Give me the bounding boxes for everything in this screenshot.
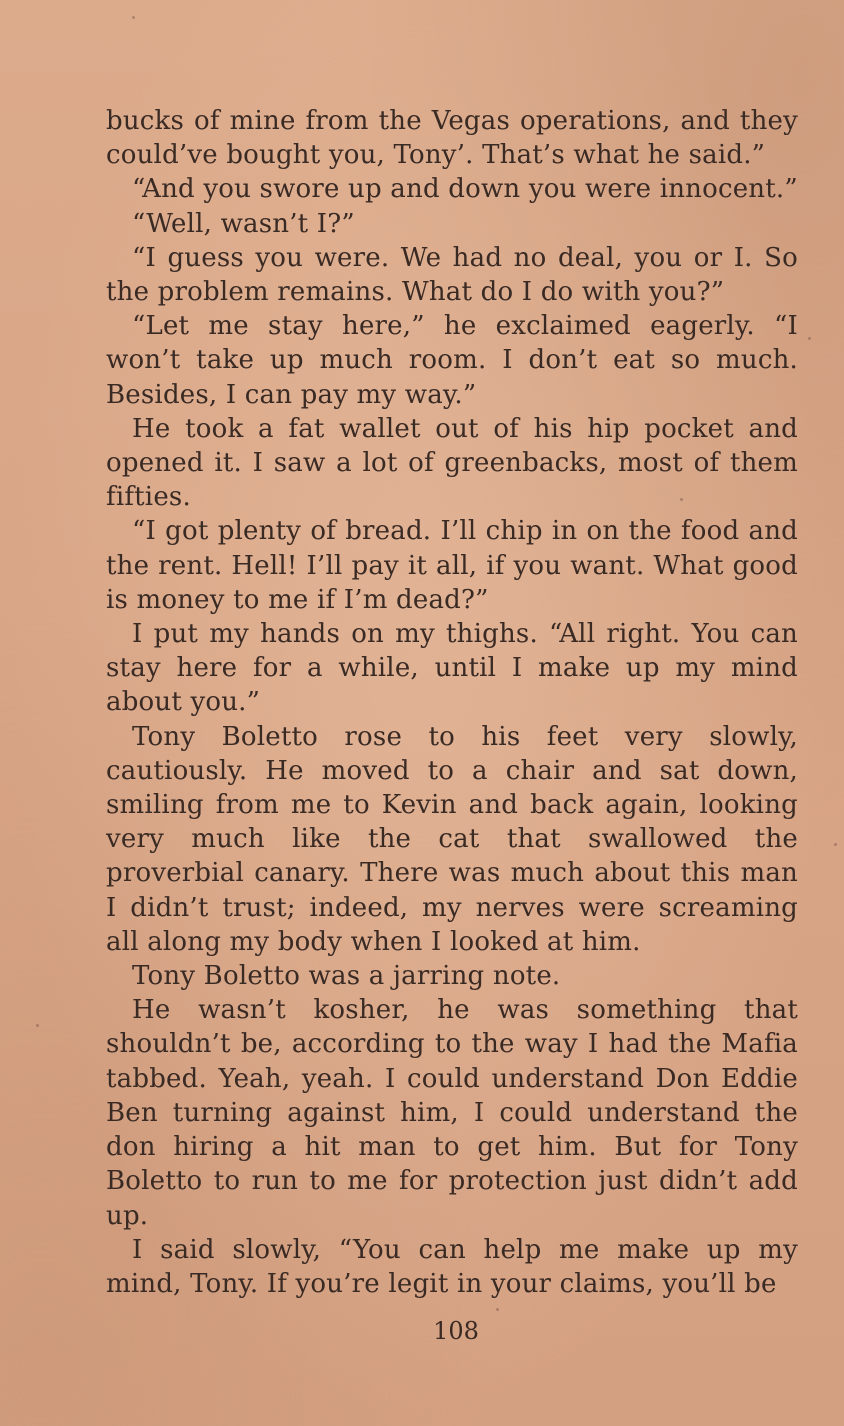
paragraph: He took a fat wallet out of his hip pocket and opened it. I saw a lot of greenbacks, most of them fifties. [106, 413, 798, 513]
paper-speck [834, 843, 837, 846]
paper-speck [36, 1024, 39, 1027]
paper-speck [132, 16, 135, 19]
paper-speck [680, 498, 683, 501]
paragraph: “I guess you were. We had no deal, you or I. So the problem remains. What do I do with you?” [106, 242, 798, 308]
paragraph: “I got plenty of bread. I’ll chip in on the food and the rent. Hell! I’ll pay it all, if you want. What good is money to me if I’m dead?” [106, 516, 798, 615]
page-number: 108 [433, 1317, 479, 1345]
paragraph: I put my hands on my thighs. “All right. You can stay here for a while, until I make up my mind about you.” [106, 619, 798, 718]
paragraph: “Let me stay here,” he exclaimed eagerly. “I won’t take up much room. I don’t eat so much. Besides, I can pay my way.” [106, 311, 798, 410]
paragraph: “And you swore up and down you were innocent.” [132, 174, 798, 205]
paper-speck [808, 337, 811, 340]
paragraph: Tony Boletto was a jarring note. [132, 961, 561, 992]
paragraph: “Well, wasn’t I?” [132, 208, 355, 239]
paragraph: bucks of mine from the Vegas operations, and they could’ve bought you, Tony’. That’s what he said.” [106, 106, 798, 171]
paper-speck [496, 1308, 499, 1311]
paragraph: I said slowly, “You can help me make up my mind, Tony. If you’re legit in your claims, you’ll be [106, 1234, 798, 1299]
paragraph: He wasn’t kosher, he was something that shouldn’t be, according to the way I had the Mafia tabbed. Yeah, yeah. I could understand Don Eddie Ben turning against him, I could understand the don hiring a hit man to get him. But for Tony Boletto to run to me for protection just didn’t add up. [106, 995, 798, 1231]
page-body [106, 104, 798, 1301]
paragraph: Tony Boletto rose to his feet very slowly, cautiously. He moved to a chair and sat down, smiling from me to Kevin and back again, looking very much like the cat that swallowed the proverbial canary. There was much about this man I didn’t trust; indeed, my nerves were screaming all along my body when I looked at him. [106, 721, 798, 957]
